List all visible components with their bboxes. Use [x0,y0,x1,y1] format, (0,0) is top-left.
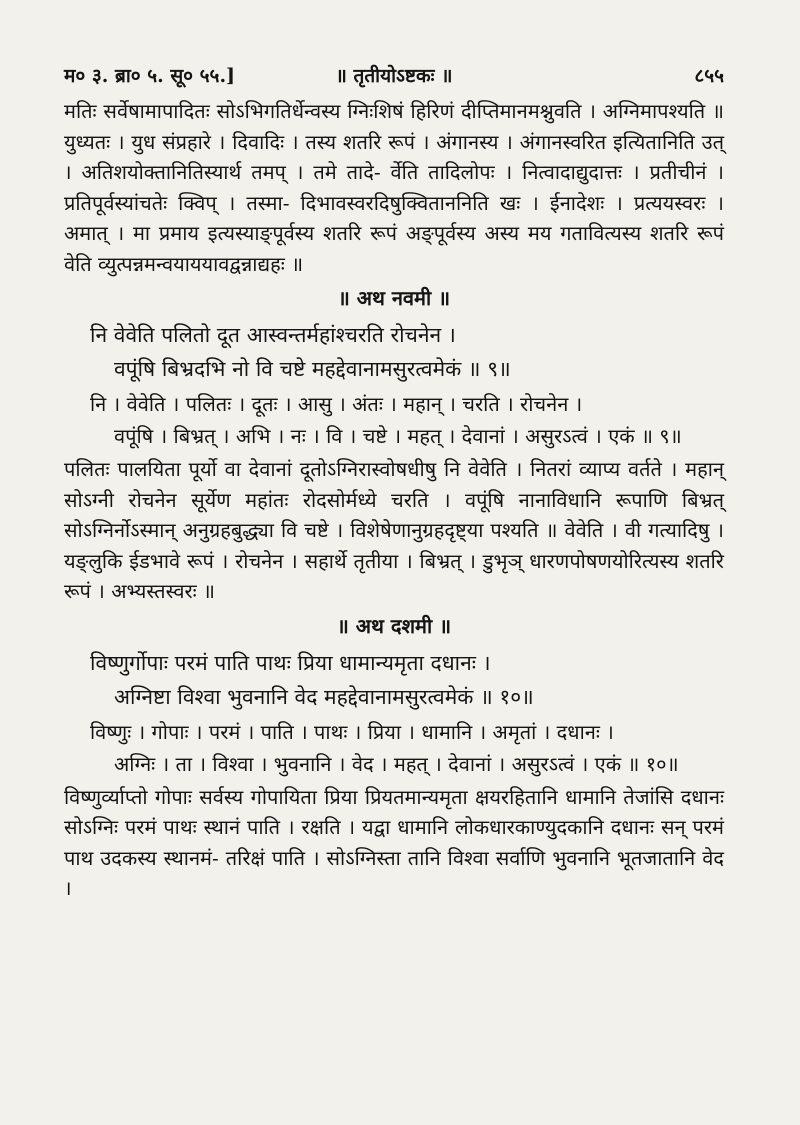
commentary-paragraph-3: विष्णुर्व्याप्तो गोपाः सर्वस्य गोपायिता प्रिया प्रियतमान्यमृता क्षयरहितानि धामानि तेजांसि दधानः सोऽग्निः परमं पाथः स्थानं पाति । रक्षति । यद्वा धामानि लोकधारकाण्युदकानि दधानः सन् परमं पाथ उदकस्य स्थानमं- तरिक्षं पाति । सोऽग्निस्ता तानि विश्वा सर्वाणि भुवनानि भूतजातानि वेद । [64,784,724,900]
header-page-number: ८५५ [694,65,724,87]
padapatha-10-line-2: अग्निः । ता । विश्वा । भुवनानि । वेद । महत् । देवानां । असुरऽत्वं । एकं ॥ १०॥ [114,751,679,776]
verse-10 [64,646,724,714]
padapatha-9-line-2: वपूंषि । बिभ्रत् । अभि । नः । वि । चष्टे । महत् । देवानां । असुरऽत्वं । एकं ॥ ९॥ [114,424,682,448]
header-title: ॥ तृतीयोऽष्टकः ॥ [335,65,453,87]
verse-9-line-2: वपूंषि बिभ्रदभि नो वि चष्टे महद्देवानामसुरत्वमेकं ॥ ९॥ [114,357,511,381]
padapatha-9 [64,388,724,452]
commentary-paragraph-2: पलितः पालयिता पूर्यो वा देवानां दूतोऽग्निरास्वोषधीषु नि वेवेति । नितरां व्याप्य वर्तते । महान् सोऽग्नी रोचनेन सूर्येण महांतः रोदसोर्मध्ये चरति । वपूंषि नानाविधानि रूपाणि बिभ्रत् सोऽग्निर्नोऽस्मान् अनुग्रहबुद्ध्या वि चष्टे । विशेषेणानुग्रहदृष्ट्या पश्यति ॥ वेवेति । वी गत्यादिषु । यङ्लुकि ईडभावे रूपं । रोचनेन । सहार्थे तृतीया । बिभ्रत् । डुभृञ् धारणपोषणयोरित्यस्य शतरि रूपं । अभ्यस्तस्वरः ॥ [64,457,724,603]
book-page [64,56,724,1076]
verse-9 [64,318,724,386]
commentary-paragraph-1: मतिः सर्वेषामापादितः सोऽभिगतिर्धेन्वस्य ग्निःशिषं हिरिणं दीप्तिमानमश्नुवति । अग्निमापश्यति ॥ युध्यतः । युध संप्रहारे । दिवादिः । तस्य शतरि रूपं । अंगानस्य । अंगानस्वरित इत्यितानिति उत् । अतिशयोक्तानितिस्यार्थ तमप् । तमे तादे- र्वेति तादिलोपः । नित्वादाद्युदात्तः । प्रतीचीनं । प्रतिपूर्वस्यांचतेः क्विप् । तस्मा- दिभावस्वरदिषुक्विताननिति खः । ईनादेशः । प्रत्ययस्वरः । अमात् । मा प्रमाय इत्यस्याङ्पूर्वस्य शतरि रूपं अङ्पूर्वस्य अस्य मय गतावित्यस्य शतरि रूपं वेति व्युत्पन्नमन्वयाययावद्वन्नाद्यहः ॥ [64,99,724,276]
verse-10-line-1: विष्णुर्गोपाः परमं पाति पाथः प्रिया धामान्यमृता दधानः । [90,650,491,675]
verse-9-line-1: नि वेवेति पलितो दूत आस्वन्तर्महांश्चरति रोचनेन । [90,323,456,347]
header-reference: म० ३. ब्रा० ५. सू० ५५.] [64,65,236,87]
padapatha-9-line-1: नि । वेवेति । पलितः । दूतः । आसु । अंतः । महान् । चरति । रोचनेन । [90,392,583,416]
running-header [64,56,724,96]
padapatha-10 [64,716,724,780]
verse-10-line-2: अग्निष्टा विश्वा भुवनानि वेद महद्देवानामसुरत्वमेकं ॥ १०॥ [114,684,534,709]
padapatha-10-line-1: विष्णुः । गोपाः । परमं । पाति । पाथः । प्रिया । धामानि । अमृतां । दधानः । [90,719,614,744]
section-title-ninth: ॥ अथ नवमी ॥ [337,286,451,310]
section-title-tenth: ॥ अथ दशमी ॥ [336,613,452,638]
